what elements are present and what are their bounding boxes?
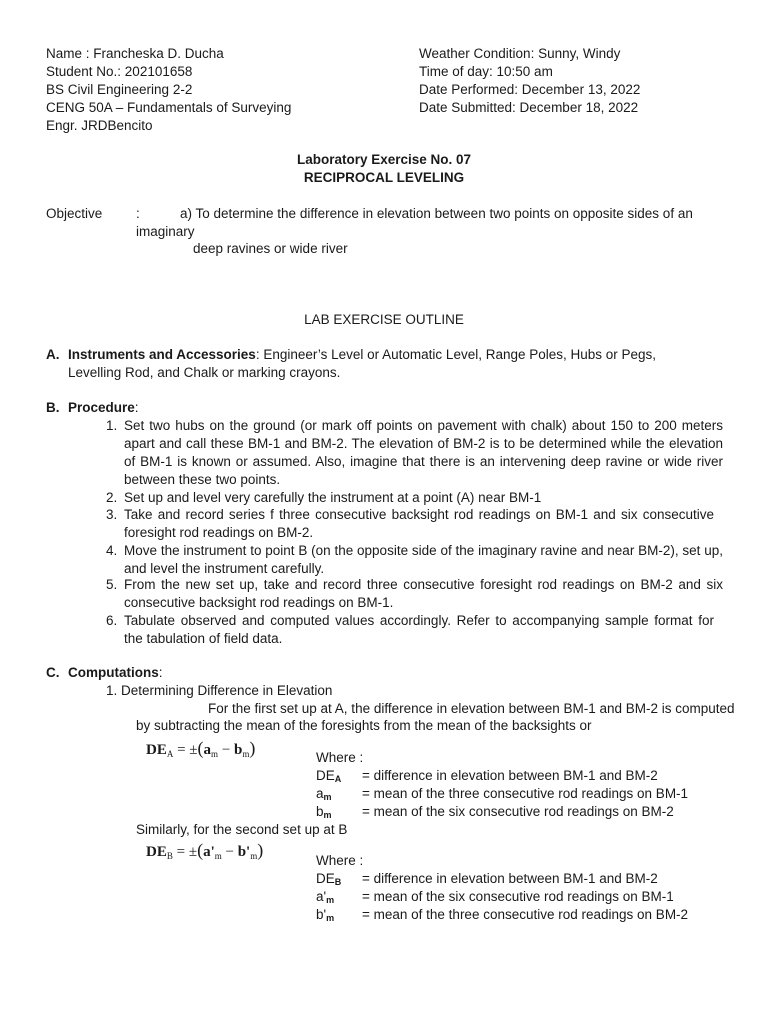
- section-a-line-2: Levelling Rod, and Chalk or marking crayons.: [68, 365, 341, 380]
- step-4-number: 4.: [106, 543, 118, 558]
- step-3-number: 3.: [106, 507, 118, 522]
- section-b-colon: :: [134, 400, 139, 415]
- where1-symbol-3: bm: [316, 804, 332, 820]
- where1-symbol-2: am: [316, 786, 332, 802]
- program: BS Civil Engineering 2-2: [46, 82, 193, 97]
- computation-para-line-2: by subtracting the mean of the foresights from the mean of the backsights or: [136, 718, 592, 733]
- where-label-2: Where :: [316, 853, 364, 868]
- where2-desc-3: = mean of the three consecutive rod readings on BM-2: [362, 907, 689, 922]
- section-b-heading: Procedure: [68, 400, 135, 415]
- step-2-number: 2.: [106, 490, 118, 505]
- step-6-number: 6.: [106, 613, 118, 628]
- where1-desc-1: = difference in elevation between BM-1 and BM-2: [362, 768, 658, 783]
- course: CENG 50A – Fundamentals of Surveying: [46, 100, 292, 115]
- computation-para-line-1: For the first set up at A, the difference in elevation between BM-1 and BM-2 is computed: [208, 701, 735, 716]
- objective-label: Objective: [46, 206, 103, 221]
- section-a-letter: A.: [46, 347, 60, 362]
- step-1-text: Set two hubs on the ground (or mark off points on pavement with chalk) about 150 to 200 meters apart and call these BM-1 and BM-2. The elevation of BM-2 is to be determined while the elevation of BM-1 is known or assumed. Also, imagine that there is an intervening deep ravine or wide river between these two points.: [124, 418, 723, 487]
- time-of-day: Time of day: 10:50 am: [419, 64, 553, 79]
- formula-de-b: $DE_B = \pm(a'_m - b'_m)$: [146, 840, 264, 861]
- lab-title: Laboratory Exercise No. 07: [296, 152, 472, 167]
- weather-condition: Weather Condition: Sunny, Windy: [419, 46, 621, 61]
- where2-desc-1: = difference in elevation between BM-1 and BM-2: [362, 871, 658, 886]
- step-5-text: From the new set up, take and record three consecutive foresight rod readings on BM-2 and six consecutive backsight rod readings on BM-1.: [124, 577, 723, 610]
- objective-line-1: a) To determine the difference in elevation between two points on opposite sides of an: [180, 206, 693, 221]
- where2-symbol-1: DEB: [316, 871, 342, 887]
- section-b-title: [68, 399, 139, 417]
- section-c-title: [68, 664, 163, 682]
- step-2-text: Set up and level very carefully the instrument at a point (A) near BM-1: [124, 490, 542, 505]
- section-a-line-1: [68, 346, 723, 364]
- where2-desc-2: = mean of the six consecutive rod readings on BM-1: [362, 889, 674, 904]
- where1-desc-2: = mean of the three consecutive rod readings on BM-1: [362, 786, 689, 801]
- student-number: Student No.: 202101658: [46, 64, 193, 79]
- objective-line-3: deep ravines or wide river: [193, 241, 348, 256]
- section-c-letter: C.: [46, 665, 60, 680]
- date-submitted: Date Submitted: December 18, 2022: [419, 100, 639, 115]
- student-name: Name : Francheska D. Ducha: [46, 46, 224, 61]
- section-b-letter: B.: [46, 400, 60, 415]
- similarly-text: Similarly, for the second set up at B: [136, 822, 348, 837]
- where2-symbol-3: b'm: [316, 907, 335, 923]
- instructor: Engr. JRDBencito: [46, 118, 153, 133]
- outline-heading: LAB EXERCISE OUTLINE: [304, 312, 464, 327]
- date-performed: Date Performed: December 13, 2022: [419, 82, 641, 97]
- where-label-1: Where :: [316, 750, 364, 765]
- section-c-heading: Computations: [68, 665, 159, 680]
- objective-line-2: imaginary: [136, 224, 195, 239]
- objective-colon: :: [136, 206, 140, 221]
- step-5-number: 5.: [106, 577, 118, 592]
- section-c-colon: :: [158, 665, 163, 680]
- section-a-text: : Engineer’s Level or Automatic Level, Range Poles, Hubs or Pegs,: [255, 347, 657, 362]
- where1-symbol-1: DEA: [316, 768, 342, 784]
- step-4-text: Move the instrument to point B (on the opposite side of the imaginary ravine and near BM-2), set up, and level the instrument carefully.: [124, 543, 723, 576]
- computation-item-1: 1. Determining Difference in Elevation: [106, 683, 333, 698]
- step-3-text: Take and record series f three consecutive backsight rod readings on BM-1 and six consecutive foresight rod readings on BM-2.: [124, 507, 714, 540]
- where2-symbol-2: a'm: [316, 889, 335, 905]
- section-a-heading: Instruments and Accessories: [68, 347, 256, 362]
- step-1-number: 1.: [106, 418, 118, 433]
- formula-de-a: $DE_A = \pm(a_m - b_m)$: [146, 738, 256, 759]
- lab-subtitle: RECIPROCAL LEVELING: [303, 170, 465, 185]
- step-6-text: Tabulate observed and computed values accordingly. Refer to accompanying sample format for the tabulation of field data.: [124, 613, 714, 646]
- where1-desc-3: = mean of the six consecutive rod readings on BM-2: [362, 804, 674, 819]
